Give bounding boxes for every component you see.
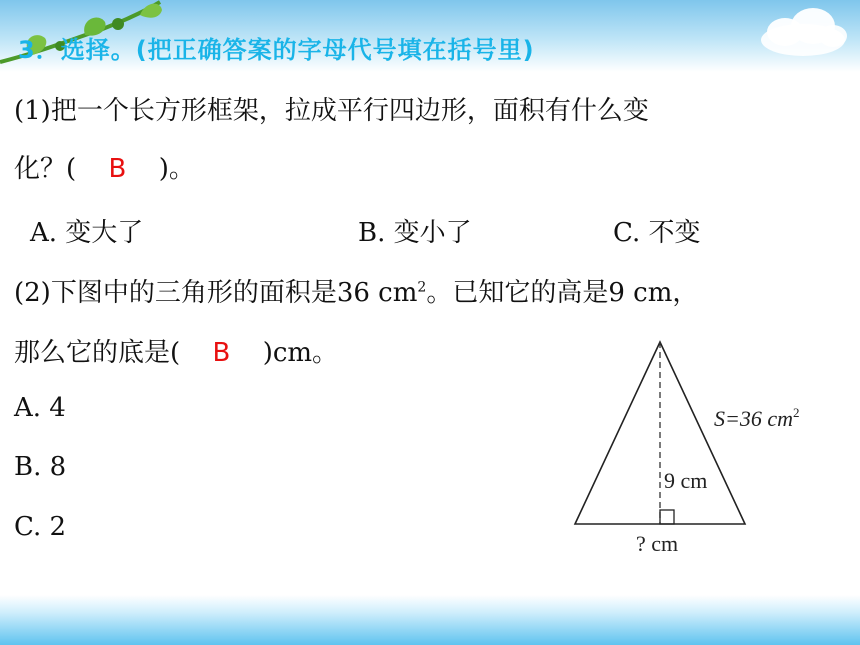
base-label: ? cm: [636, 531, 679, 556]
q2-line1-prefix: (2)下图中的三角形的面积是36 cm: [14, 278, 418, 308]
q1-line2-prefix: 化？(: [14, 154, 77, 184]
cloud-icon: [755, 2, 850, 62]
q2-option-c: C. 2: [14, 512, 67, 542]
q1-option-c: C. 不变: [613, 218, 701, 248]
q2-answer: B: [212, 338, 231, 368]
q2-line2-suffix: )cm。: [262, 338, 339, 368]
q1-text-line1: (1)把一个长方形框架，拉成平行四边形，面积有什么变: [14, 96, 649, 126]
q1-option-b: B. 变小了: [358, 218, 472, 248]
q1-line2-suffix: )。: [158, 154, 195, 184]
triangle-figure: [560, 330, 850, 565]
q2-option-b: B. 8: [14, 452, 67, 482]
q2-text-line2: [14, 332, 338, 369]
q2-line1-sup: 2: [417, 279, 427, 296]
q1-answer: B: [108, 154, 127, 184]
section-heading: 3．选择。(把正确答案的字母代号填在括号里): [18, 36, 535, 64]
q2-line2-prefix: 那么它的底是(: [14, 338, 181, 368]
height-label: 9 cm: [664, 468, 708, 493]
q2-text-line1: [14, 272, 698, 309]
q2-option-a: A. 4: [14, 393, 66, 423]
q1-text-line2: [14, 148, 195, 185]
right-angle-mark: [660, 510, 674, 524]
q2-line1-suffix: 。已知它的高是9 cm，: [426, 278, 699, 308]
area-label: S=36 $cm^2$: [714, 405, 800, 431]
footer-band: [0, 595, 860, 645]
q1-option-a: A. 变大了: [30, 218, 144, 248]
